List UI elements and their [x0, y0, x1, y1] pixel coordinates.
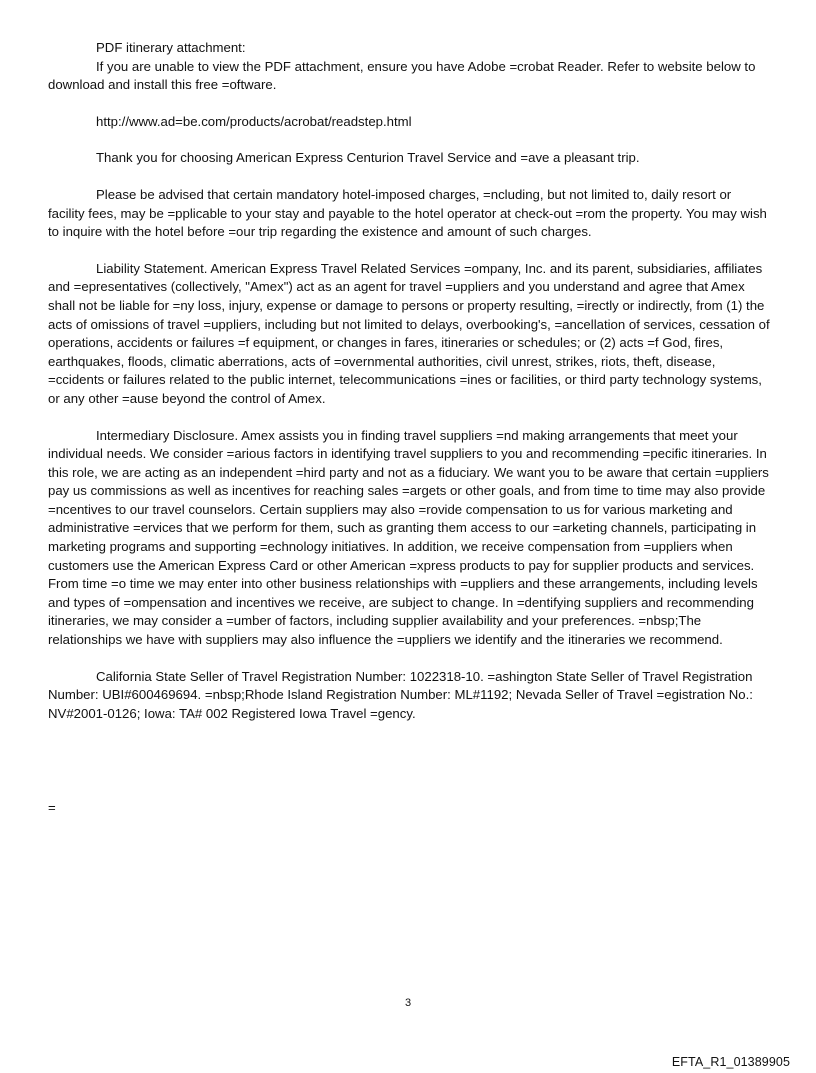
document-body [48, 39, 770, 723]
liability-statement-paragraph: Liability Statement. American Express Travel Related Services =ompany, Inc. and its parent, subsidiaries, affiliates and =epresentatives (collectively, "Amex") act as an agent for travel =uppliers and you understand and agree that Amex shall not be liable for =ny loss, injury, expense or damage to persons or property resulting, =irectly or indirectly, from (1) the acts of omissions of travel =uppliers, including but not limited to delays, overbooking's, =ancellation of services, cessation of operations, accidents or failures =f equipment, or changes in fares, itineraries or schedules; or (2) acts =f God, fires, earthquakes, floods, climatic aberrations, acts of =overnmental authorities, civil unrest, strikes, riots, theft, disease, =ccidents or failures related to the public internet, telecommunications =ines or facilities, or third party technology systems, or any other =ause beyond the control of Amex. [48, 260, 770, 406]
hotel-charges-paragraph: Please be advised that certain mandatory hotel-imposed charges, =ncluding, but not limited to, daily resort or facility fees, may be =pplicable to your stay and payable to the hotel operator at check-out =rom the property. You may wish to inquire with the hotel before =our trip regarding the existence and amount of such charges. [48, 186, 767, 240]
bates-number: EFTA_R1_01389905 [671, 1055, 790, 1069]
attachment-note: If you are unable to view the PDF attachment, ensure you have Adobe =crobat Reader. Refer to website below to download and install this free =oftware. [48, 58, 756, 93]
attachment-heading: PDF itinerary attachment: [96, 40, 246, 55]
page-number: 3 [404, 997, 412, 1009]
stray-equals-character: = [48, 800, 56, 815]
thank-you-paragraph: Thank you for choosing American Express Centurion Travel Service and =ave a pleasant trip. [96, 150, 640, 166]
intermediary-disclosure-paragraph: Intermediary Disclosure. Amex assists you in finding travel suppliers =nd making arrangements that meet your individual needs. We consider =arious factors in identifying travel suppliers to you and recommending =pecific itineraries. In this role, we are acting as an independent =hird party and not as a fiduciary. We want you to be aware that certain =uppliers pay us commissions as well as incentives for reaching sales =argets or other goals, and from time to time may also provide =ncentives to our travel counselors. Certain suppliers may also =rovide compensation to us for various marketing and administrative =ervices that we perform for them, such as granting them access to our =arketing channels, participating in marketing programs and supporting =echnology initiatives. In addition, we receive compensation from =uppliers when customers use the American Express Card or other American =xpress products to pay for supplier products and services. From time =o time we may enter into other business relationships with =uppliers and these arrangements, including levels and types of =ompensation and incentives we receive, are subject to change. In =dentifying suppliers and recommending itineraries, we may consider a =umber of factors, including supplier availability and your preferences. =nbsp;The relationships we have with suppliers may also influence the =uppliers we identify and the itineraries we recommend. [48, 427, 769, 648]
download-url: http://www.ad=be.com/products/acrobat/readstep.html [96, 113, 412, 129]
registration-paragraph: California State Seller of Travel Registration Number: 1022318-10. =ashington State Seller of Travel Registration Number: UBI#600469694. =nbsp;Rhode Island Registration Number: ML#1192; Nevada Seller of Travel =egistration No.: NV#2001-0126; Iowa: TA# 002 Registered Iowa Travel =gency. [48, 668, 753, 721]
